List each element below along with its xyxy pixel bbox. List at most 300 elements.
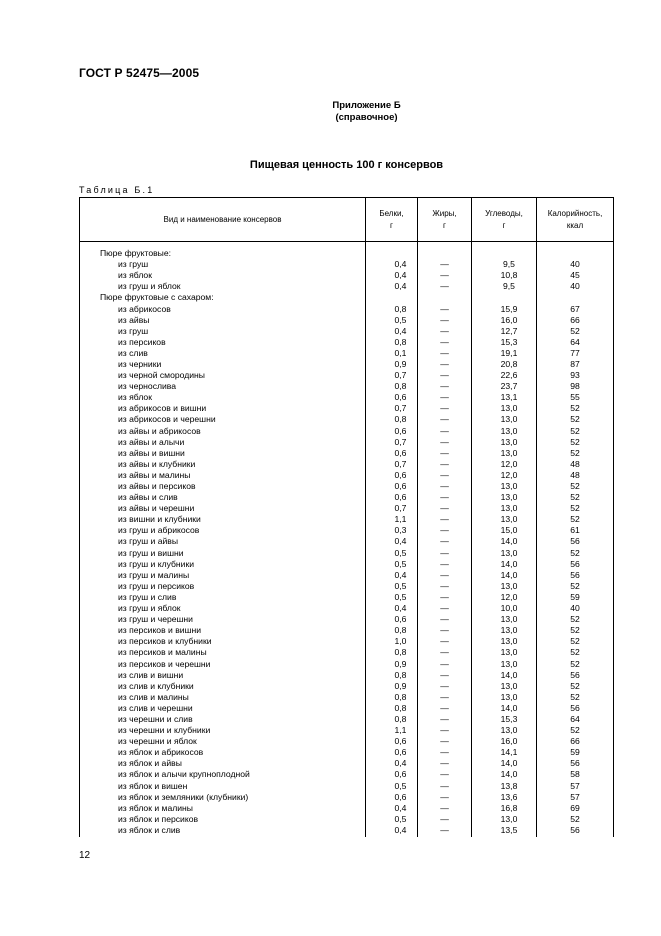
cell-fat: —	[418, 426, 472, 437]
cell-name: из груш и яблок	[80, 281, 366, 292]
cell-name: Пюре фруктовые с сахаром:	[80, 292, 366, 303]
cell-protein: 0,1	[366, 348, 418, 359]
cell-carbs: 14,1	[472, 747, 537, 758]
column-header-carbs: Углеводы, г	[472, 198, 537, 242]
table-row	[80, 747, 614, 758]
table-row	[80, 725, 614, 736]
cell-name: из слив и вишни	[80, 670, 366, 681]
cell-protein: 0,8	[366, 692, 418, 703]
cell-carbs: 12,0	[472, 592, 537, 603]
cell-name: из абрикосов и вишни	[80, 403, 366, 414]
appendix-title: Приложение Б	[332, 100, 401, 111]
cell-protein: 0,8	[366, 303, 418, 314]
cell-name: из яблок и вишен	[80, 781, 366, 792]
cell-fat: —	[418, 348, 472, 359]
table-row	[80, 769, 614, 780]
cell-name: из груш	[80, 259, 366, 270]
cell-protein: 0,6	[366, 470, 418, 481]
table-row	[80, 514, 614, 525]
table-row	[80, 525, 614, 536]
cell-protein: 0,4	[366, 536, 418, 547]
cell-carbs: 14,0	[472, 570, 537, 581]
cell-fat: —	[418, 470, 472, 481]
cell-name: из черешни и клубники	[80, 725, 366, 736]
cell-fat: —	[418, 315, 472, 326]
document-standard-number: ГОСТ Р 52475—2005	[79, 66, 200, 80]
cell-kcal: 52	[537, 647, 614, 658]
cell-fat: —	[418, 492, 472, 503]
cell-protein: 0,4	[366, 758, 418, 769]
cell-name: из вишни и клубники	[80, 514, 366, 525]
table-row	[80, 392, 614, 403]
cell-kcal: 66	[537, 736, 614, 747]
cell-fat: —	[418, 370, 472, 381]
appendix-note: (справочное)	[335, 112, 398, 123]
cell-carbs: 13,0	[472, 426, 537, 437]
cell-kcal: 52	[537, 514, 614, 525]
cell-name: из яблок и абрикосов	[80, 747, 366, 758]
table-row	[80, 692, 614, 703]
cell-name: из слив и малины	[80, 692, 366, 703]
cell-carbs: 15,9	[472, 303, 537, 314]
table-row	[80, 625, 614, 636]
cell-protein: 0,8	[366, 337, 418, 348]
cell-protein: 0,6	[366, 492, 418, 503]
cell-carbs	[472, 292, 537, 303]
table-row	[80, 703, 614, 714]
cell-carbs: 15,0	[472, 525, 537, 536]
cell-protein: 1,1	[366, 514, 418, 525]
cell-kcal: 59	[537, 592, 614, 603]
table-row	[80, 559, 614, 570]
table-row	[80, 403, 614, 414]
table-row	[80, 781, 614, 792]
cell-fat: —	[418, 769, 472, 780]
cell-protein: 0,7	[366, 503, 418, 514]
cell-protein: 1,1	[366, 725, 418, 736]
cell-kcal: 52	[537, 548, 614, 559]
cell-fat: —	[418, 326, 472, 337]
cell-fat: —	[418, 647, 472, 658]
table-row	[80, 592, 614, 603]
cell-protein: 0,4	[366, 326, 418, 337]
cell-kcal: 48	[537, 470, 614, 481]
table-row	[80, 437, 614, 448]
cell-fat	[418, 292, 472, 303]
cell-name: из айвы	[80, 315, 366, 326]
cell-kcal: 52	[537, 503, 614, 514]
cell-name: из черники	[80, 359, 366, 370]
cell-protein: 0,6	[366, 736, 418, 747]
cell-name: из слив и клубники	[80, 681, 366, 692]
cell-protein: 0,4	[366, 259, 418, 270]
cell-kcal: 52	[537, 414, 614, 425]
table-row	[80, 670, 614, 681]
cell-kcal: 45	[537, 270, 614, 281]
cell-fat: —	[418, 725, 472, 736]
cell-fat: —	[418, 459, 472, 470]
cell-carbs: 13,0	[472, 692, 537, 703]
cell-protein: 0,8	[366, 414, 418, 425]
cell-protein: 0,8	[366, 703, 418, 714]
cell-name: из груш и абрикосов	[80, 525, 366, 536]
cell-carbs: 13,8	[472, 781, 537, 792]
table-row	[80, 758, 614, 769]
cell-fat: —	[418, 614, 472, 625]
cell-kcal: 55	[537, 392, 614, 403]
cell-protein: 0,5	[366, 315, 418, 326]
table-body	[80, 242, 614, 837]
cell-name: из груш и яблок	[80, 603, 366, 614]
cell-carbs: 13,0	[472, 437, 537, 448]
cell-carbs: 23,7	[472, 381, 537, 392]
cell-protein: 0,5	[366, 548, 418, 559]
cell-protein: 0,5	[366, 592, 418, 603]
cell-protein: 0,7	[366, 459, 418, 470]
table-row	[80, 242, 614, 260]
cell-kcal: 57	[537, 781, 614, 792]
cell-protein: 0,9	[366, 658, 418, 669]
cell-fat: —	[418, 437, 472, 448]
cell-fat: —	[418, 714, 472, 725]
cell-fat: —	[418, 703, 472, 714]
cell-kcal: 52	[537, 448, 614, 459]
cell-protein: 0,4	[366, 281, 418, 292]
cell-kcal: 52	[537, 492, 614, 503]
cell-protein: 0,3	[366, 525, 418, 536]
table-row	[80, 792, 614, 803]
cell-kcal: 52	[537, 581, 614, 592]
table-row	[80, 570, 614, 581]
cell-carbs: 12,0	[472, 470, 537, 481]
cell-protein: 0,4	[366, 803, 418, 814]
nutrition-table	[79, 197, 614, 837]
cell-name: из айвы и малины	[80, 470, 366, 481]
cell-carbs: 10,0	[472, 603, 537, 614]
cell-fat: —	[418, 570, 472, 581]
cell-name: из абрикосов	[80, 303, 366, 314]
table-row	[80, 337, 614, 348]
cell-kcal: 52	[537, 658, 614, 669]
cell-name: из чернослива	[80, 381, 366, 392]
table-row	[80, 259, 614, 270]
cell-carbs	[472, 242, 537, 260]
table-row	[80, 281, 614, 292]
cell-protein: 0,8	[366, 647, 418, 658]
cell-carbs: 20,8	[472, 359, 537, 370]
cell-name: из яблок	[80, 270, 366, 281]
cell-carbs: 14,0	[472, 703, 537, 714]
cell-protein: 0,9	[366, 359, 418, 370]
cell-name: из черешни и слив	[80, 714, 366, 725]
cell-carbs: 13,0	[472, 514, 537, 525]
cell-kcal: 56	[537, 825, 614, 837]
cell-fat: —	[418, 448, 472, 459]
cell-carbs: 16,0	[472, 315, 537, 326]
cell-kcal: 52	[537, 692, 614, 703]
cell-name: из айвы и клубники	[80, 459, 366, 470]
cell-protein: 0,6	[366, 614, 418, 625]
cell-fat: —	[418, 337, 472, 348]
cell-carbs: 13,0	[472, 681, 537, 692]
cell-name: из яблок и айвы	[80, 758, 366, 769]
cell-carbs: 13,0	[472, 414, 537, 425]
cell-kcal: 64	[537, 337, 614, 348]
table-row	[80, 548, 614, 559]
cell-fat: —	[418, 414, 472, 425]
cell-fat: —	[418, 592, 472, 603]
cell-kcal: 52	[537, 814, 614, 825]
cell-name: из слив	[80, 348, 366, 359]
table-row	[80, 636, 614, 647]
cell-protein: 0,6	[366, 769, 418, 780]
cell-fat: —	[418, 359, 472, 370]
cell-carbs: 12,0	[472, 459, 537, 470]
cell-carbs: 13,5	[472, 825, 537, 837]
cell-fat: —	[418, 392, 472, 403]
cell-kcal: 56	[537, 536, 614, 547]
cell-protein: 0,6	[366, 392, 418, 403]
cell-carbs: 15,3	[472, 714, 537, 725]
cell-carbs: 13,0	[472, 625, 537, 636]
cell-name: Пюре фруктовые:	[80, 242, 366, 260]
cell-kcal: 52	[537, 614, 614, 625]
cell-kcal: 48	[537, 459, 614, 470]
cell-name: из черешни и яблок	[80, 736, 366, 747]
table-row	[80, 348, 614, 359]
cell-kcal: 52	[537, 437, 614, 448]
cell-kcal: 40	[537, 281, 614, 292]
cell-kcal: 56	[537, 703, 614, 714]
cell-fat: —	[418, 758, 472, 769]
column-header-protein: Белки, г	[366, 198, 418, 242]
table-row	[80, 803, 614, 814]
cell-fat: —	[418, 803, 472, 814]
table-row	[80, 326, 614, 337]
page-number: 12	[79, 850, 91, 861]
cell-protein: 0,8	[366, 625, 418, 636]
table-row	[80, 426, 614, 437]
cell-carbs: 13,0	[472, 636, 537, 647]
cell-carbs: 13,0	[472, 548, 537, 559]
table-row	[80, 825, 614, 837]
cell-name: из груш и вишни	[80, 548, 366, 559]
cell-carbs: 16,0	[472, 736, 537, 747]
table-row	[80, 459, 614, 470]
table-row	[80, 414, 614, 425]
cell-name: из айвы и вишни	[80, 448, 366, 459]
cell-carbs: 13,0	[472, 647, 537, 658]
cell-kcal: 98	[537, 381, 614, 392]
cell-protein: 0,7	[366, 403, 418, 414]
cell-kcal: 52	[537, 403, 614, 414]
cell-name: из айвы и персиков	[80, 481, 366, 492]
cell-kcal: 57	[537, 792, 614, 803]
table-row	[80, 536, 614, 547]
cell-fat: —	[418, 559, 472, 570]
cell-protein: 0,5	[366, 814, 418, 825]
cell-kcal	[537, 292, 614, 303]
cell-fat: —	[418, 658, 472, 669]
table-row	[80, 315, 614, 326]
cell-kcal: 66	[537, 315, 614, 326]
cell-carbs: 13,0	[472, 481, 537, 492]
cell-fat: —	[418, 381, 472, 392]
cell-carbs: 14,0	[472, 769, 537, 780]
cell-fat: —	[418, 481, 472, 492]
cell-fat: —	[418, 603, 472, 614]
cell-carbs: 13,0	[472, 503, 537, 514]
cell-carbs: 16,8	[472, 803, 537, 814]
cell-protein: 0,8	[366, 714, 418, 725]
cell-fat: —	[418, 303, 472, 314]
table-caption: Таблица Б.1	[79, 185, 155, 195]
cell-carbs: 9,5	[472, 281, 537, 292]
cell-name: из яблок и земляники (клубники)	[80, 792, 366, 803]
cell-carbs: 13,1	[472, 392, 537, 403]
cell-kcal: 56	[537, 758, 614, 769]
table-row	[80, 470, 614, 481]
cell-fat: —	[418, 259, 472, 270]
cell-protein: 0,4	[366, 570, 418, 581]
table-row	[80, 270, 614, 281]
cell-kcal: 56	[537, 670, 614, 681]
cell-protein: 0,6	[366, 747, 418, 758]
cell-kcal: 69	[537, 803, 614, 814]
cell-carbs: 14,0	[472, 758, 537, 769]
cell-kcal: 61	[537, 525, 614, 536]
cell-carbs: 9,5	[472, 259, 537, 270]
cell-fat: —	[418, 536, 472, 547]
cell-carbs: 14,0	[472, 559, 537, 570]
cell-kcal: 52	[537, 625, 614, 636]
cell-name: из персиков	[80, 337, 366, 348]
cell-kcal: 64	[537, 714, 614, 725]
cell-carbs: 13,0	[472, 492, 537, 503]
cell-protein: 0,8	[366, 670, 418, 681]
cell-kcal: 52	[537, 426, 614, 437]
cell-fat: —	[418, 636, 472, 647]
cell-kcal: 52	[537, 681, 614, 692]
cell-kcal: 40	[537, 603, 614, 614]
cell-fat: —	[418, 670, 472, 681]
table-row	[80, 814, 614, 825]
cell-protein	[366, 292, 418, 303]
cell-name: из черной смородины	[80, 370, 366, 381]
cell-name: из груш и персиков	[80, 581, 366, 592]
cell-protein	[366, 242, 418, 260]
cell-protein: 0,6	[366, 448, 418, 459]
cell-name: из слив и черешни	[80, 703, 366, 714]
cell-name: из персиков и вишни	[80, 625, 366, 636]
cell-name: из груш и айвы	[80, 536, 366, 547]
table-row	[80, 481, 614, 492]
cell-name: из яблок и персиков	[80, 814, 366, 825]
cell-name: из груш и клубники	[80, 559, 366, 570]
cell-carbs: 13,0	[472, 403, 537, 414]
cell-fat: —	[418, 792, 472, 803]
table-row	[80, 359, 614, 370]
cell-fat: —	[418, 747, 472, 758]
cell-name: из яблок	[80, 392, 366, 403]
table-row	[80, 681, 614, 692]
cell-kcal: 52	[537, 725, 614, 736]
cell-fat: —	[418, 281, 472, 292]
cell-kcal: 67	[537, 303, 614, 314]
cell-name: из айвы и алычи	[80, 437, 366, 448]
column-header-fat: Жиры, г	[418, 198, 472, 242]
table-row	[80, 736, 614, 747]
cell-name: из груш и малины	[80, 570, 366, 581]
cell-protein: 0,6	[366, 426, 418, 437]
cell-protein: 0,7	[366, 437, 418, 448]
table-row	[80, 614, 614, 625]
table-row	[80, 658, 614, 669]
table-row	[80, 581, 614, 592]
cell-name: из абрикосов и черешни	[80, 414, 366, 425]
cell-fat: —	[418, 814, 472, 825]
cell-protein: 0,5	[366, 781, 418, 792]
cell-fat: —	[418, 403, 472, 414]
cell-fat: —	[418, 681, 472, 692]
cell-kcal: 52	[537, 636, 614, 647]
cell-kcal: 93	[537, 370, 614, 381]
cell-carbs: 13,0	[472, 581, 537, 592]
cell-carbs: 12,7	[472, 326, 537, 337]
cell-protein: 0,6	[366, 481, 418, 492]
cell-name: из персиков и клубники	[80, 636, 366, 647]
cell-name: из айвы и черешни	[80, 503, 366, 514]
table-row	[80, 647, 614, 658]
cell-fat: —	[418, 625, 472, 636]
cell-name: из груш и слив	[80, 592, 366, 603]
table-header-row	[80, 198, 614, 242]
cell-carbs: 13,6	[472, 792, 537, 803]
cell-carbs: 14,0	[472, 536, 537, 547]
table-row	[80, 603, 614, 614]
cell-carbs: 10,8	[472, 270, 537, 281]
cell-carbs: 13,0	[472, 614, 537, 625]
cell-fat: —	[418, 736, 472, 747]
cell-protein: 0,4	[366, 603, 418, 614]
cell-name: из персиков и черешни	[80, 658, 366, 669]
cell-fat: —	[418, 503, 472, 514]
cell-kcal: 58	[537, 769, 614, 780]
document-title: Пищевая ценность 100 г консервов	[249, 159, 444, 171]
cell-fat: —	[418, 581, 472, 592]
cell-fat: —	[418, 525, 472, 536]
cell-carbs: 19,1	[472, 348, 537, 359]
cell-name: из айвы и абрикосов	[80, 426, 366, 437]
table-row	[80, 448, 614, 459]
cell-kcal: 59	[537, 747, 614, 758]
cell-protein: 0,7	[366, 370, 418, 381]
table-row	[80, 492, 614, 503]
cell-fat: —	[418, 270, 472, 281]
cell-carbs: 13,0	[472, 725, 537, 736]
cell-carbs: 13,0	[472, 448, 537, 459]
table-row	[80, 370, 614, 381]
cell-carbs: 15,3	[472, 337, 537, 348]
cell-carbs: 22,6	[472, 370, 537, 381]
cell-name: из яблок и слив	[80, 825, 366, 837]
table-row	[80, 292, 614, 303]
cell-carbs: 13,0	[472, 814, 537, 825]
cell-protein: 0,5	[366, 559, 418, 570]
cell-fat: —	[418, 825, 472, 837]
table-row	[80, 714, 614, 725]
cell-carbs: 14,0	[472, 670, 537, 681]
